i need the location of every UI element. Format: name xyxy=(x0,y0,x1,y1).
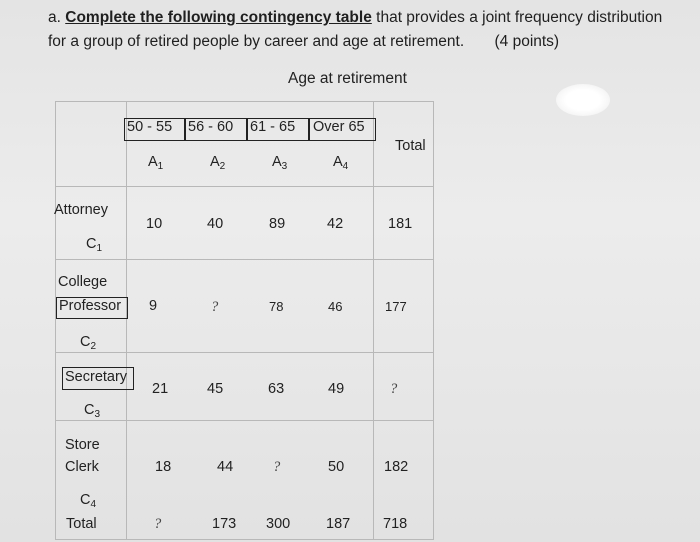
question-part: a. xyxy=(48,9,61,26)
row-label-college: College xyxy=(58,274,108,290)
cell-secretary-a3: 63 xyxy=(268,381,285,397)
cell-attorney-a2: 40 xyxy=(207,216,224,232)
total-column-header: Total xyxy=(395,138,426,154)
age-caption: Age at retirement xyxy=(288,70,407,87)
cell-secretary-total: ? xyxy=(390,381,398,397)
question-points: (4 points) xyxy=(494,33,560,50)
cell-attorney-a3: 89 xyxy=(269,216,286,232)
grid-line xyxy=(126,101,127,540)
question-heading xyxy=(48,6,688,54)
column-range-a2: 56 - 60 xyxy=(188,119,234,135)
cell-secretary-a1: 21 xyxy=(152,381,169,397)
cell-attorney-a1: 10 xyxy=(146,216,163,232)
cell-professor-a3: 78 xyxy=(269,299,284,314)
question-text-line1: that provides a joint frequency distribution xyxy=(376,9,663,26)
grid-line xyxy=(55,101,434,102)
cell-clerk-a1: 18 xyxy=(155,459,172,475)
row-label-total: Total xyxy=(66,516,97,532)
row-label-clerk: Clerk xyxy=(65,459,99,475)
column-code-a2: $A_2$ xyxy=(210,154,226,172)
row-code-c2: $C_2$ xyxy=(80,334,97,352)
question-text-line2: for a group of retired people by career and age at retirement. xyxy=(48,33,465,50)
row-label-secretary: Secretary xyxy=(65,369,128,385)
row-code-c4: $C_4$ xyxy=(80,492,97,510)
grid-line xyxy=(55,259,434,260)
cell-professor-a2: ? xyxy=(211,299,219,315)
cell-professor-total: 177 xyxy=(385,299,407,314)
cell-secretary-a4: 49 xyxy=(328,381,345,397)
column-range-a1: 50 - 55 xyxy=(127,119,173,135)
row-label-attorney: Attorney xyxy=(54,202,108,218)
row-label-store: Store xyxy=(65,437,100,453)
grid-line xyxy=(433,101,434,540)
grid-line xyxy=(55,352,434,353)
cell-secretary-a2: 45 xyxy=(207,381,224,397)
cell-attorney-total: 181 xyxy=(388,216,413,232)
column-code-a1: $A_1$ xyxy=(148,154,164,172)
grid-line xyxy=(55,186,434,187)
column-range-a3: 61 - 65 xyxy=(250,119,296,135)
cell-professor-a4: 46 xyxy=(328,299,343,314)
cell-clerk-a2: 44 xyxy=(217,459,234,475)
grid-line xyxy=(55,420,434,421)
cell-professor-a1: 9 xyxy=(149,298,158,314)
cell-attorney-a4: 42 xyxy=(327,216,344,232)
cell-grand-total: 718 xyxy=(383,516,408,532)
row-label-professor: Professor xyxy=(59,298,122,314)
column-code-a4: $A_4$ xyxy=(333,154,349,172)
row-code-c3: $C_3$ xyxy=(84,402,101,420)
cell-clerk-total: 182 xyxy=(384,459,409,475)
question-instruction: Complete the following contingency table xyxy=(65,9,372,26)
cell-total-a2: 173 xyxy=(212,516,237,532)
cell-clerk-a3: ? xyxy=(273,459,281,475)
cell-total-a3: 300 xyxy=(266,516,291,532)
cell-total-a4: 187 xyxy=(326,516,351,532)
column-range-a4: Over 65 xyxy=(313,119,365,135)
grid-line xyxy=(55,101,56,540)
cell-total-a1: ? xyxy=(154,516,162,532)
light-glare xyxy=(556,84,610,116)
grid-line xyxy=(373,101,374,540)
row-code-c1: $C_1$ xyxy=(86,236,103,254)
column-code-a3: $A_3$ xyxy=(272,154,288,172)
cell-clerk-a4: 50 xyxy=(328,459,345,475)
grid-line xyxy=(55,539,434,540)
